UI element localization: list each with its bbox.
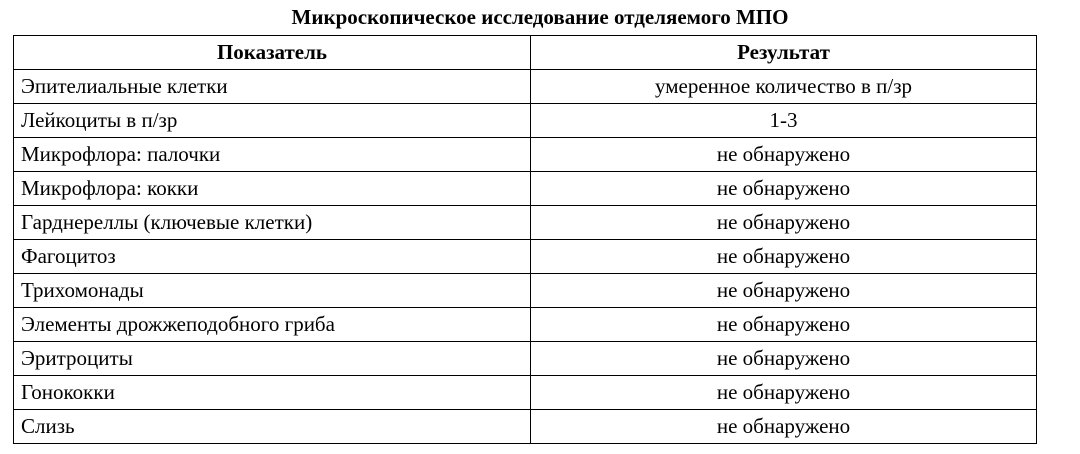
- result-cell: не обнаружено: [531, 308, 1037, 342]
- results-table: [13, 35, 1037, 444]
- document-title: Микроскопическое исследование отделяемого МПО: [291, 5, 789, 29]
- result-cell: 1-3: [531, 104, 1037, 138]
- parameter-cell: Микрофлора: кокки: [14, 172, 531, 206]
- table-row: [14, 376, 1037, 410]
- table-row: [14, 138, 1037, 172]
- table-row: [14, 206, 1037, 240]
- table-row: [14, 308, 1037, 342]
- table-row: [14, 172, 1037, 206]
- result-cell: умеренное количество в п/зр: [531, 70, 1037, 104]
- result-cell: не обнаружено: [531, 138, 1037, 172]
- column-header-parameter: Показатель: [14, 36, 531, 70]
- result-cell: не обнаружено: [531, 172, 1037, 206]
- result-cell: не обнаружено: [531, 342, 1037, 376]
- table-row: [14, 342, 1037, 376]
- result-cell: не обнаружено: [531, 274, 1037, 308]
- table-row: [14, 70, 1037, 104]
- table-row: [14, 274, 1037, 308]
- parameter-cell: Гонококки: [14, 376, 531, 410]
- column-header-result: Результат: [531, 36, 1037, 70]
- parameter-cell: Лейкоциты в п/зр: [14, 104, 531, 138]
- parameter-cell: Гарднереллы (ключевые клетки): [14, 206, 531, 240]
- result-cell: не обнаружено: [531, 376, 1037, 410]
- parameter-cell: Эпителиальные клетки: [14, 70, 531, 104]
- result-cell: не обнаружено: [531, 206, 1037, 240]
- parameter-cell: Слизь: [14, 410, 531, 444]
- table-header-row: [14, 36, 1037, 70]
- parameter-cell: Микрофлора: палочки: [14, 138, 531, 172]
- table-row: [14, 410, 1037, 444]
- result-cell: не обнаружено: [531, 240, 1037, 274]
- parameter-cell: Трихомонады: [14, 274, 531, 308]
- result-cell: не обнаружено: [531, 410, 1037, 444]
- parameter-cell: Элементы дрожжеподобного гриба: [14, 308, 531, 342]
- parameter-cell: Фагоцитоз: [14, 240, 531, 274]
- table-row: [14, 240, 1037, 274]
- parameter-cell: Эритроциты: [14, 342, 531, 376]
- table-row: [14, 104, 1037, 138]
